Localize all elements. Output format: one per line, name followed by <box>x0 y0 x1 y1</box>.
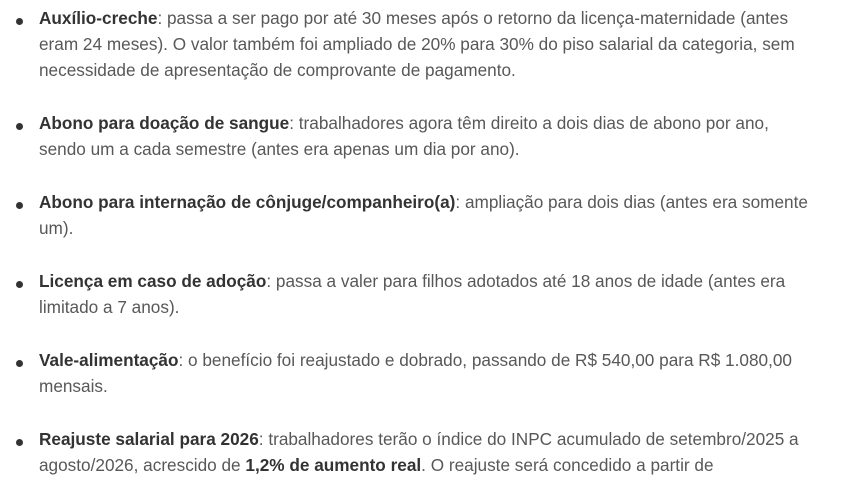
list-item-text <box>39 268 819 320</box>
list-item-label: Abono para doação de sangue <box>39 113 290 133</box>
list-item-body: : trabalhadores agora têm direito a dois dias de abono por ano, sendo um a cada semestre (antes era apenas um dia por ano). <box>39 113 769 159</box>
bullet-icon <box>16 281 23 288</box>
list-item-label: Reajuste salarial para 2026 <box>39 429 259 449</box>
list-item-label: Vale-alimentação <box>39 350 179 370</box>
list-item-text <box>39 347 819 399</box>
list-item-body: : passa a valer para filhos adotados até 18 anos de idade (antes era limitado a 7 anos). <box>39 271 786 317</box>
list-item-body-after: . O reajuste será concedido a partir de <box>421 455 714 475</box>
list-item-text <box>39 426 819 478</box>
bullet-icon <box>16 360 23 367</box>
list-item-body: : trabalhadores terão o índice do INPC acumulado de setembro/2025 a agosto/2026, acrescido de <box>39 429 799 475</box>
list-item-text <box>39 189 819 241</box>
list-item-body: : passa a ser pago por até 30 meses após o retorno da licença-maternidade (antes eram 24 meses). O valor também foi ampliado de 20% para 30% do piso salarial da categoria, sem necessidade de apresentação de comprovante de pagamento. <box>39 8 795 80</box>
list-item-label: Auxílio-creche <box>39 8 158 28</box>
list-item-label: Abono para internação de cônjuge/companheiro(a) <box>39 192 456 212</box>
list-item-label: Licença em caso de adoção <box>39 271 267 291</box>
bullet-icon <box>16 202 23 209</box>
list-item-body: : o benefício foi reajustado e dobrado, passando de R$ 540,00 para R$ 1.080,00 mensais. <box>39 350 792 396</box>
bullet-icon <box>16 18 23 25</box>
list-item-body: : ampliação para dois dias (antes era somente um). <box>39 192 808 238</box>
bullet-icon <box>16 439 23 446</box>
bullet-icon <box>16 123 23 130</box>
list-item-text <box>39 5 819 83</box>
list-item-text <box>39 110 819 162</box>
list-item-emphasis: 1,2% de aumento real <box>245 455 422 475</box>
